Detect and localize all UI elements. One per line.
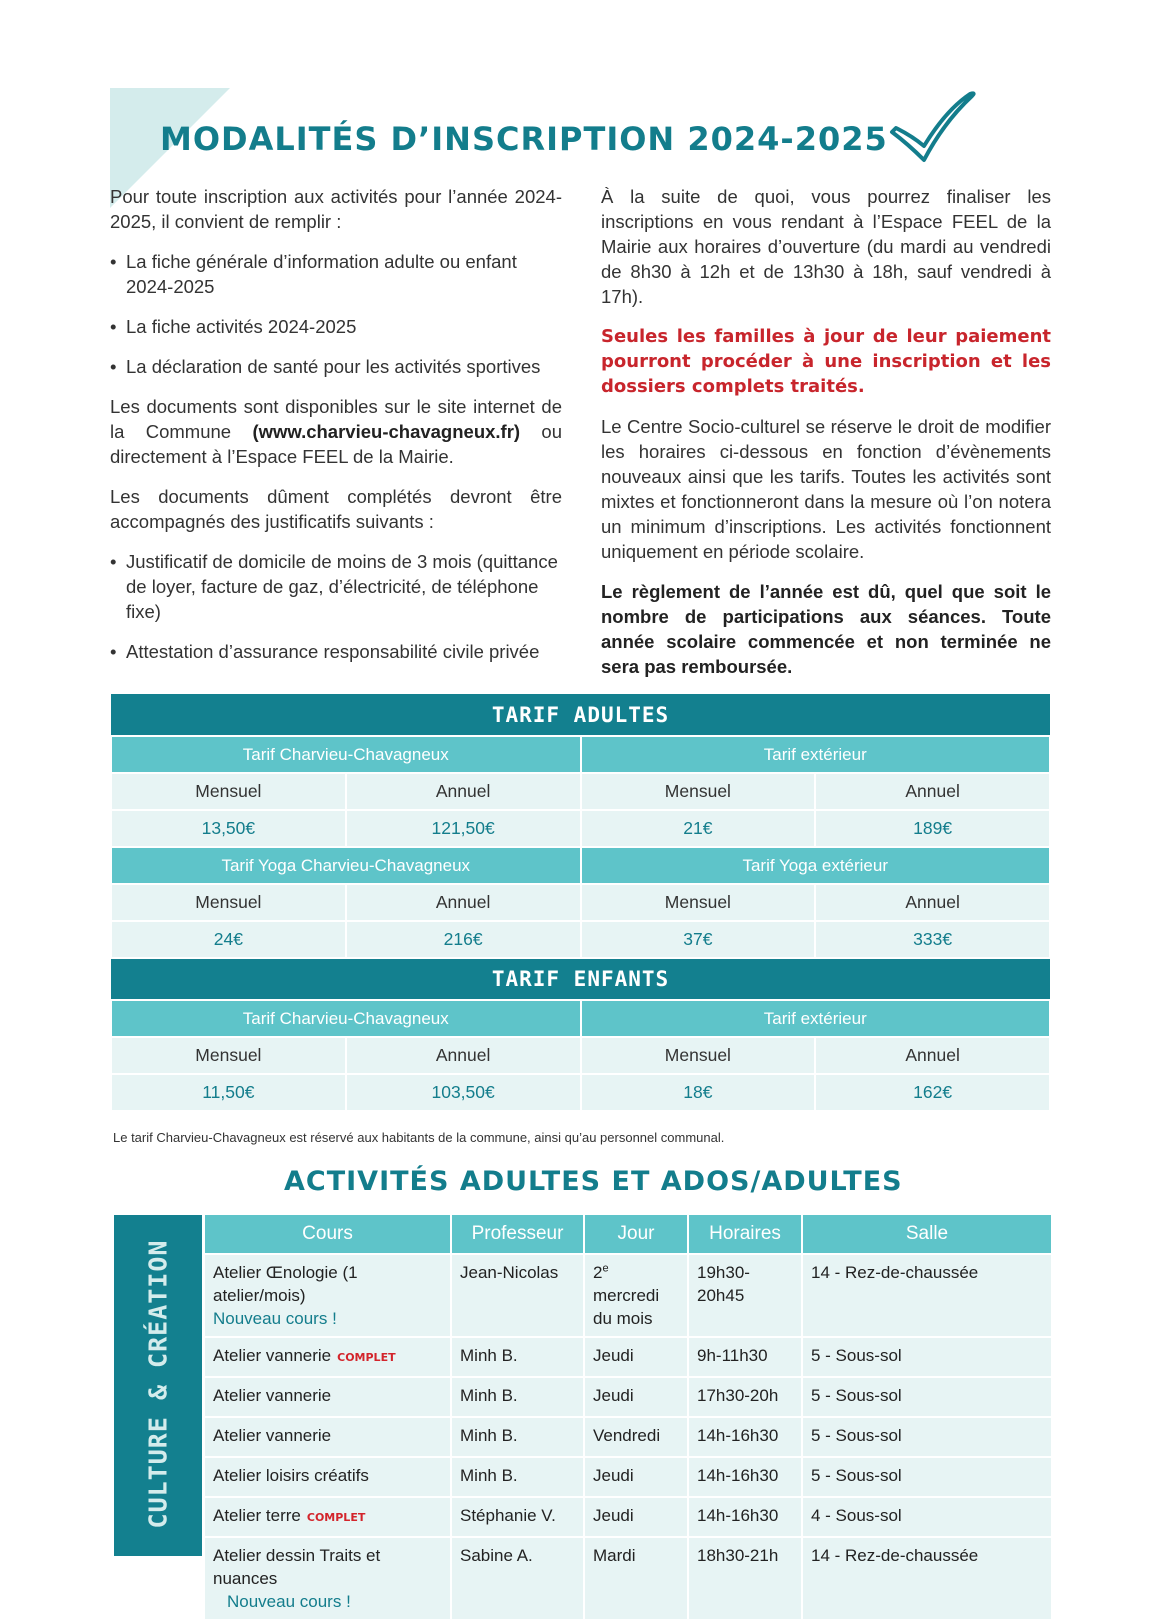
documents-text-before: Les documents sont disponibles sur le site internet de la Commune xyxy=(110,396,562,442)
documents-text-after: ou directement à l’Espace FEEL de la Mairie. xyxy=(110,421,563,467)
col-header-horaires: Horaires xyxy=(688,1214,802,1254)
website-link[interactable]: (www.charvieu-chavagneux.fr) xyxy=(252,421,521,442)
hours-cell: 14h-16h30 xyxy=(688,1457,802,1497)
yoga-ext-annual: 333€ xyxy=(815,921,1050,958)
teacher-cell: Minh B. xyxy=(451,1377,584,1417)
yoga-local-annual: 216€ xyxy=(346,921,581,958)
label-mensuel: Mensuel xyxy=(111,773,346,810)
bullet-declaration-sante: • La déclaration de santé pour les activités sportives xyxy=(110,354,562,379)
reserve-text: Le Centre Socio-culturel se réserve le droit de modifier les horaires ci-dessous en fonction d’évènements nouveaux ainsi que les tarifs. Toutes les activités sont mixtes et fonctionneront dans la mesure où l’on notera un minimum d’inscriptions. Les activités fonctionnent uniquement en période scolaire. xyxy=(601,416,1051,562)
day-cell: Jeudi xyxy=(584,1337,688,1377)
teacher-cell: Stéphanie V. xyxy=(451,1497,584,1537)
new-course-label: Nouveau cours ! xyxy=(227,1592,351,1611)
room-cell: 4 - Sous-sol xyxy=(802,1497,1052,1537)
course-cell: Atelier loisirs créatifs xyxy=(204,1457,451,1497)
tarif-child-local-header: Tarif Charvieu-Chavagneux xyxy=(111,1000,581,1037)
left-column xyxy=(110,184,562,679)
table-row xyxy=(204,1417,1052,1457)
payment-warning: Seules les familles à jour de leur paiement pourront procéder à une inscription et les dossiers complets traités. xyxy=(601,326,1051,397)
table-row xyxy=(204,1537,1052,1620)
bullet-fiche-generale: • La fiche générale d’information adulte ou enfant 2024-2025 xyxy=(110,249,562,299)
table-row xyxy=(204,1497,1052,1537)
col-header-professeur: Professeur xyxy=(451,1214,584,1254)
bullet-fiche-activites: • La fiche activités 2024-2025 xyxy=(110,314,562,339)
col-header-jour: Jour xyxy=(584,1214,688,1254)
label-mensuel: Mensuel xyxy=(111,1037,346,1074)
table-row xyxy=(204,1377,1052,1417)
day-cell: Mardi xyxy=(584,1537,688,1620)
page-title: MODALITÉS D’INSCRIPTION 2024-2025 xyxy=(160,120,888,158)
label-mensuel: Mensuel xyxy=(581,1037,816,1074)
reglement-text: Le règlement de l’année est dû, quel que soit le nombre de participations aux séances. Toute année scolaire commencée et non terminée ne sera pas remboursée. xyxy=(601,581,1051,677)
tarif-yoga-local-header: Tarif Yoga Charvieu-Chavagneux xyxy=(111,847,581,884)
label-mensuel: Mensuel xyxy=(581,884,816,921)
hours-cell: 14h-16h30 xyxy=(688,1497,802,1537)
room-cell: 14 - Rez-de-chaussée xyxy=(802,1254,1052,1337)
teacher-cell: Jean-Nicolas xyxy=(451,1254,584,1337)
adult-ext-monthly: 21€ xyxy=(581,810,816,847)
category-label: CULTURE & CRÉATION xyxy=(143,1239,173,1529)
tarif-ext-header: Tarif extérieur xyxy=(581,736,1051,773)
label-annuel: Annuel xyxy=(346,884,581,921)
right-column xyxy=(601,184,1051,694)
tarif-child-ext-header: Tarif extérieur xyxy=(581,1000,1051,1037)
label-annuel: Annuel xyxy=(815,773,1050,810)
yoga-ext-monthly: 37€ xyxy=(581,921,816,958)
adult-local-monthly: 13,50€ xyxy=(111,810,346,847)
room-cell: 14 - Rez-de-chaussée xyxy=(802,1537,1052,1620)
teacher-cell: Sabine A. xyxy=(451,1537,584,1620)
label-mensuel: Mensuel xyxy=(581,773,816,810)
label-annuel: Annuel xyxy=(815,1037,1050,1074)
completed-text: Les documents dûment complétés devront être accompagnés des justificatifs suivants : xyxy=(110,486,562,532)
room-cell: 5 - Sous-sol xyxy=(802,1337,1052,1377)
col-header-salle: Salle xyxy=(802,1214,1052,1254)
hours-cell: 17h30-20h xyxy=(688,1377,802,1417)
finalize-text: À la suite de quoi, vous pourrez finaliser les inscriptions en vous rendant à l’Espace FEEL de la Mairie aux horaires d’ouverture (du mardi au vendredi de 8h30 à 12h et de 13h30 à 18h, sauf vendredi à 17h). xyxy=(601,186,1051,307)
table-row xyxy=(204,1254,1052,1337)
complet-badge: COMPLET xyxy=(337,1351,396,1364)
tarif-enfants-header: TARIF ENFANTS xyxy=(111,958,1050,1000)
room-cell: 5 - Sous-sol xyxy=(802,1417,1052,1457)
label-annuel: Annuel xyxy=(346,773,581,810)
hours-cell: 18h30-21h xyxy=(688,1537,802,1620)
day-cell: Jeudi xyxy=(584,1457,688,1497)
course-name: Atelier dessin Traits et nuances xyxy=(213,1546,381,1588)
day-cell: Vendredi xyxy=(584,1417,688,1457)
child-local-annual: 103,50€ xyxy=(346,1074,581,1111)
tarif-table xyxy=(110,694,1051,1112)
label-annuel: Annuel xyxy=(815,884,1050,921)
tarif-yoga-ext-header: Tarif Yoga extérieur xyxy=(581,847,1051,884)
course-cell xyxy=(204,1337,451,1377)
hours-cell: 14h-16h30 xyxy=(688,1417,802,1457)
course-name: Atelier Œnologie (1 atelier/mois) xyxy=(213,1263,358,1305)
label-annuel: Annuel xyxy=(346,1037,581,1074)
activities-title: ACTIVITÉS ADULTES ET ADOS/ADULTES xyxy=(284,1166,903,1197)
teacher-cell: Minh B. xyxy=(451,1457,584,1497)
room-cell: 5 - Sous-sol xyxy=(802,1457,1052,1497)
course-name: Atelier terre xyxy=(213,1506,301,1525)
day-cell: Jeudi xyxy=(584,1377,688,1417)
course-cell xyxy=(204,1254,451,1337)
checkmark-icon xyxy=(888,88,978,168)
col-header-cours: Cours xyxy=(204,1214,451,1254)
table-row xyxy=(204,1457,1052,1497)
day-text: mercredi du mois xyxy=(593,1286,660,1328)
yoga-local-monthly: 24€ xyxy=(111,921,346,958)
course-name: Atelier vannerie xyxy=(213,1346,332,1365)
day-number: 2 xyxy=(593,1263,603,1282)
course-cell xyxy=(204,1497,451,1537)
new-course-label: Nouveau cours ! xyxy=(213,1309,337,1328)
hours-cell: 9h-11h30 xyxy=(688,1337,802,1377)
tarif-adultes-header: TARIF ADULTES xyxy=(111,694,1050,736)
table-row xyxy=(204,1337,1052,1377)
complet-badge: COMPLET xyxy=(306,1511,366,1524)
documents-text xyxy=(110,394,562,469)
label-mensuel: Mensuel xyxy=(111,884,346,921)
child-local-monthly: 11,50€ xyxy=(111,1074,346,1111)
day-ordinal: e xyxy=(602,1262,609,1275)
adult-ext-annual: 189€ xyxy=(815,810,1050,847)
activities-table xyxy=(203,1213,1053,1621)
teacher-cell: Minh B. xyxy=(451,1337,584,1377)
child-ext-monthly: 18€ xyxy=(581,1074,816,1111)
child-ext-annual: 162€ xyxy=(815,1074,1050,1111)
bullet-attestation-assurance: • Attestation d’assurance responsabilité civile privée xyxy=(110,639,562,664)
day-cell xyxy=(584,1254,688,1337)
course-cell: Atelier vannerie xyxy=(204,1377,451,1417)
adult-local-annual: 121,50€ xyxy=(346,810,581,847)
hours-cell: 19h30-20h45 xyxy=(688,1254,802,1337)
tarif-local-header: Tarif Charvieu-Chavagneux xyxy=(111,736,581,773)
tarif-note: Le tarif Charvieu-Chavagneux est réservé aux habitants de la commune, ainsi qu’au personnel communal. xyxy=(113,1130,725,1145)
course-cell: Atelier vannerie xyxy=(204,1417,451,1457)
intro-text: Pour toute inscription aux activités pour l’année 2024-2025, il convient de remplir : xyxy=(110,186,562,232)
teacher-cell: Minh B. xyxy=(451,1417,584,1457)
room-cell: 5 - Sous-sol xyxy=(802,1377,1052,1417)
course-cell xyxy=(204,1537,451,1620)
day-cell: Jeudi xyxy=(584,1497,688,1537)
bullet-justificatif-domicile: • Justificatif de domicile de moins de 3 mois (quittance de loyer, facture de gaz, d’électricité, de téléphone fixe) xyxy=(110,549,562,624)
